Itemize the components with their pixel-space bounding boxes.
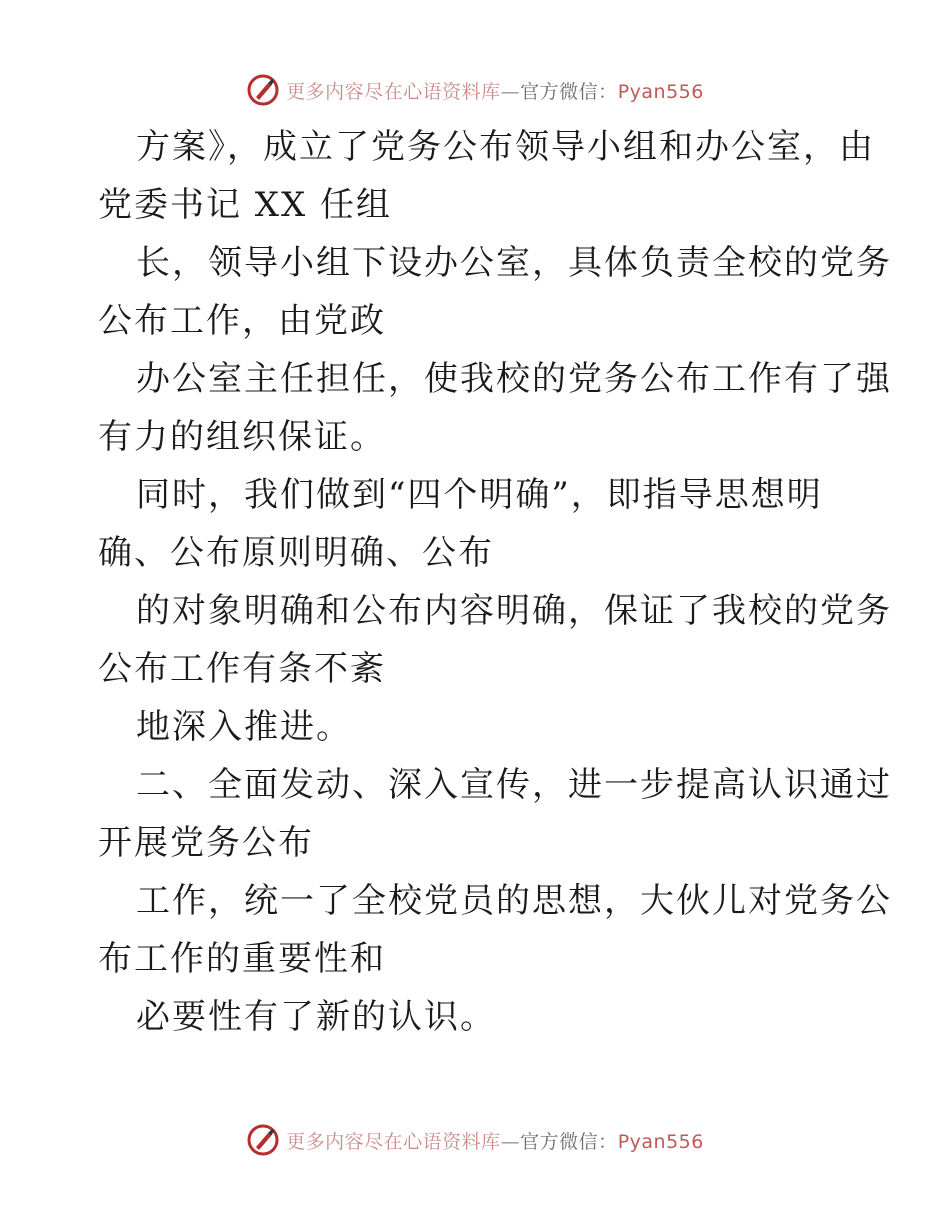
paragraph-line: 布工作的重要性和 <box>98 939 386 979</box>
footer-watermark <box>0 1120 950 1160</box>
paragraph-line: 长，领导小组下设办公室，具体负责全校的党务 <box>136 243 892 283</box>
watermark-text <box>286 1127 704 1154</box>
paragraph-line: 公布工作有条不紊 <box>98 649 386 689</box>
watermark-text <box>286 77 704 104</box>
watermark-wechat-id: Pyan556 <box>617 1130 704 1153</box>
paragraph-line: 方案》，成立了党务公布领导小组和办公室，由 <box>136 127 875 167</box>
paragraph-line: 必要性有了新的认识。 <box>136 997 496 1037</box>
paragraph-line: 办公室主任担任，使我校的党务公布工作有了强 <box>136 359 892 399</box>
paragraph-line: 开展党务公布 <box>98 823 314 863</box>
watermark-official-label: 官方微信： <box>520 80 618 103</box>
watermark-dash: — <box>500 1130 521 1153</box>
watermark-dash: — <box>500 80 521 103</box>
paragraph-line: 地深入推进。 <box>136 707 352 747</box>
document-body <box>98 118 892 1046</box>
header-watermark <box>0 70 950 110</box>
paragraph-line: 公布工作，由党政 <box>98 301 386 341</box>
paragraph-line: 有力的组织保证。 <box>98 417 386 457</box>
pen-logo-icon <box>246 1123 280 1157</box>
paragraph-line: 党委书记 XX 任组 <box>98 185 393 225</box>
watermark-wechat-id: Pyan556 <box>617 80 704 103</box>
watermark-title: 更多内容尽在心语资料库 <box>286 80 501 103</box>
pen-logo-icon <box>246 73 280 107</box>
paragraph-line: 的对象明确和公布内容明确，保证了我校的党务 <box>136 591 892 631</box>
paragraph-line: 确、公布原则明确、公布 <box>98 533 494 573</box>
paragraph-line: 工作，统一了全校党员的思想，大伙儿对党务公 <box>136 881 892 921</box>
paragraph-line: 二、全面发动、深入宣传，进一步提高认识通过 <box>136 765 892 805</box>
watermark-official-label: 官方微信： <box>520 1130 618 1153</box>
paragraph-line: 同时，我们做到“四个明确”，即指导思想明 <box>136 475 823 515</box>
watermark-title: 更多内容尽在心语资料库 <box>286 1130 501 1153</box>
